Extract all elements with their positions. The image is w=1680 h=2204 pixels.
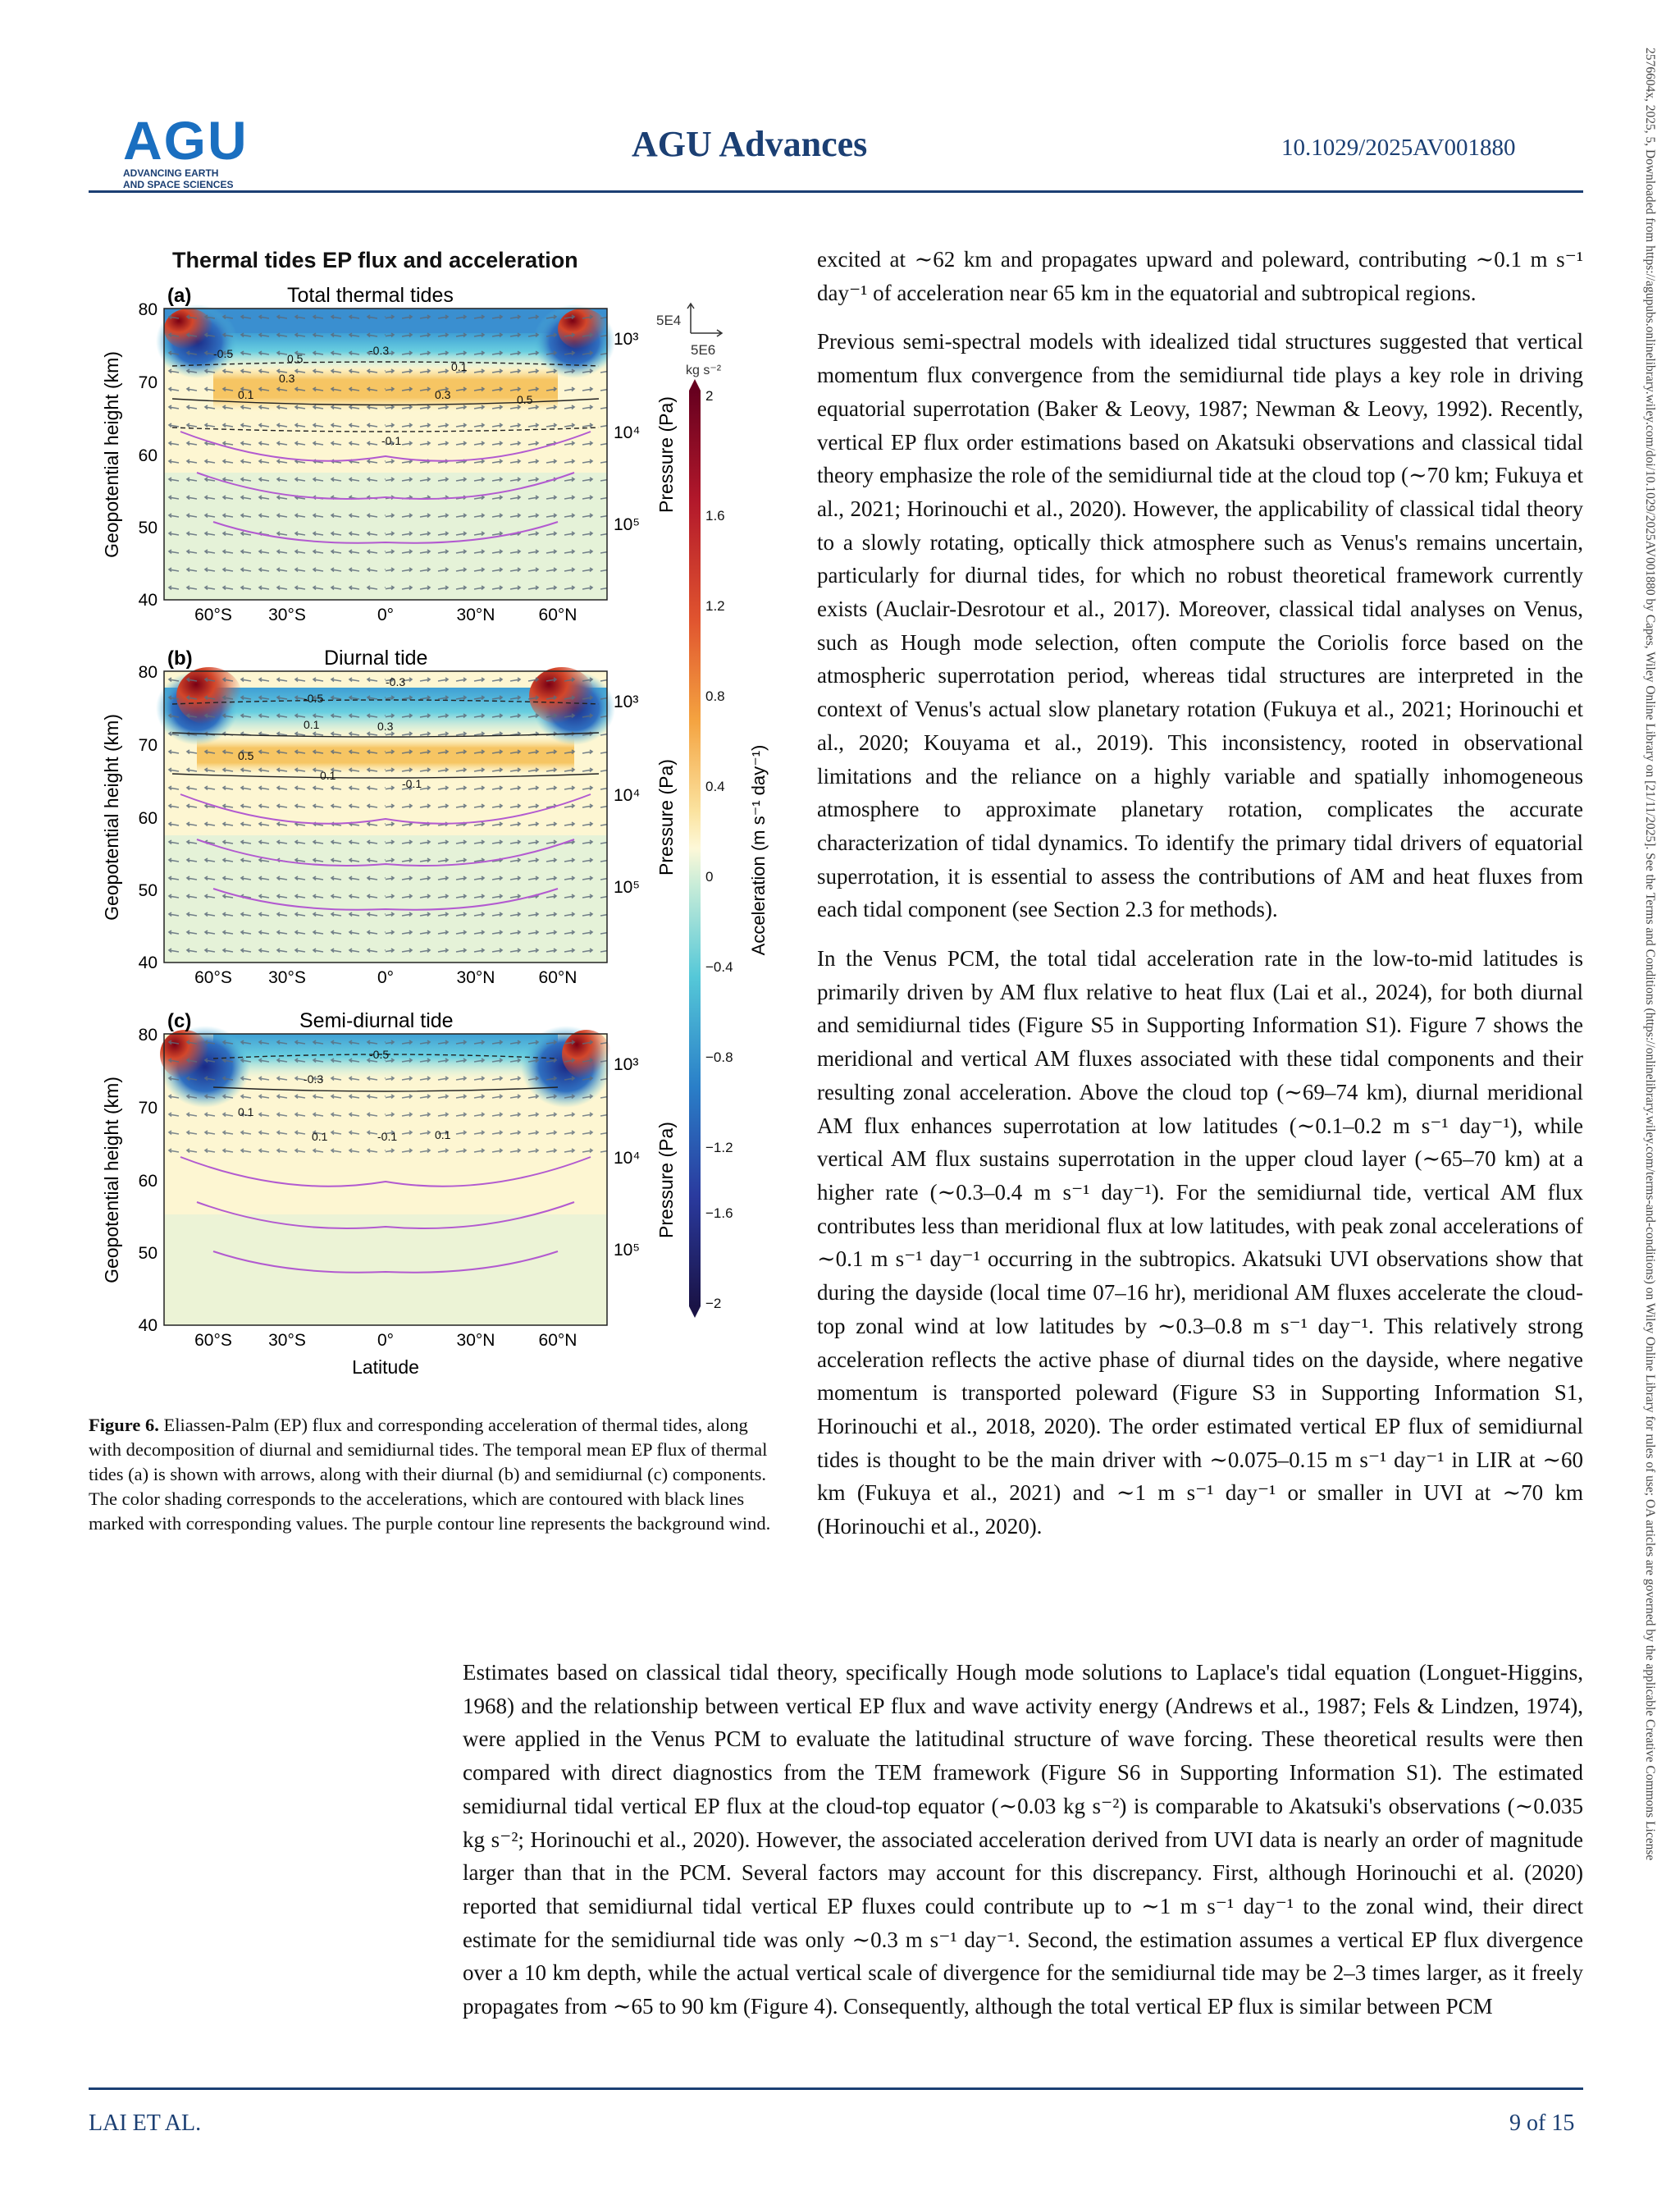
svg-text:40: 40 [138,1316,158,1335]
svg-text:30°N: 30°N [456,606,495,624]
svg-text:60°N: 60°N [538,968,578,987]
paragraph-2: Previous semi-spectral models with idealized tidal structures suggested that vertical momentum flux convergence from the semidiurnal tide plays a key role in driving equatorial superrotation (Baker & Leovy, 1987; Newman & Leovy, 1992). Recently, vertical EP flux order estimations based on Akatsuki observations and classical tidal theory emphasize the role of the semidiurnal tide at the cloud top (∼70 km; Fukuya et al., 2021; Horinouchi et al., 2020). However, the applicability of classical tidal theory to a slowly rotating, optically thick atmosphere such as Venus's remains uncertain, particularly for diurnal tides, for which no robust theoretical framework currently exists (Auclair-Desrotour et al., 2017). Moreover, classical tidal analyses on Venus, such as Hough mode selection, often compute the Coriolis force based on the atmospheric superrotation period, whereas tidal structures are interpreted in the context of Venus's actual slow planetary rotation (Fukuya et al., 2021; Horinouchi et al., 2020; Kouyama et al., 2019). This inconsistency, rooted in observational limitations and the reliance on a highly variable and spatially inhomogeneous atmosphere to approximate planetary rotation, complicates the accurate characterization of tidal dynamics. To identify the primary tidal drivers of equatorial superrotation, it is essential to assess the contributions of AM and heat fluxes from each tidal component (see Section 2.3 for methods). [817,329,1583,922]
svg-text:60: 60 [138,809,158,828]
svg-text:10³: 10³ [614,330,639,349]
svg-text:50: 50 [138,881,158,900]
contour-label: -0.5 [304,692,324,705]
svg-text:10⁴: 10⁴ [614,786,641,805]
colorbar [689,379,769,1318]
y-axis-a [139,300,158,610]
download-notice: 2576604x, 2025, 5, Downloaded from https://agupubs.onlinelibrary.wiley.com/doi/10.1029/2025AV001880 by Capes, Wiley Online Library on [21/11/2025]. See the Terms and Conditions (https://onlinelibrary.wiley.com/terms-and-conditions) on Wiley Online Library for rules of use; OA articles are governed by the applicable Creative Commons License [1643,48,1657,1861]
page-number: 9 of 15 [1509,2110,1575,2136]
svg-text:60°S: 60°S [194,968,232,987]
contour-label: 0.3 [377,720,394,733]
footer-rule [89,2087,1583,2090]
contour-label: -0.5 [213,347,234,360]
y-axis-c [139,1026,158,1335]
svg-text:70: 70 [138,373,158,392]
svg-text:80: 80 [138,300,158,319]
svg-text:30°N: 30°N [456,968,495,987]
contour-label: 0.1 [320,769,336,782]
contour-label: 0.5 [238,749,254,762]
contour-label: 0.1 [435,1128,451,1141]
svg-text:10⁴: 10⁴ [614,1149,641,1168]
contour-label: 0.1 [238,1105,254,1118]
svg-text:70: 70 [138,1099,158,1118]
logo-subtitle-2: AND SPACE SCIENCES [123,179,234,190]
panel-b-title: Diurnal tide [324,647,428,670]
contour-label: 0.1 [451,360,468,373]
contour-label: -0.3 [304,1072,324,1086]
pressure-axis-a [614,330,640,534]
contour-label: 0.1 [304,718,320,731]
logo-word: AGU [123,110,249,171]
svg-text:60°N: 60°N [538,606,578,624]
pressure-axis-c [614,1055,640,1260]
svg-text:60: 60 [138,446,158,465]
pressure-label-b: Pressure (Pa) [655,759,677,876]
svg-text:0°: 0° [377,1331,395,1350]
contour-label: 0.5 [287,352,304,365]
svg-text:−0.4: −0.4 [705,959,733,975]
y-label-c: Geopotential height (km) [101,1077,122,1283]
logo-subtitle-1: ADVANCING EARTH [123,167,219,179]
header-rule [89,190,1583,193]
x-axis-c [194,1331,577,1350]
svg-text:10⁴: 10⁴ [614,423,641,442]
paragraph-1: excited at ∼62 km and propagates upward and poleward, contributing ∼0.1 m s⁻¹ day⁻¹ of acceleration near 65 km in the equatorial and subtropical regions. [817,247,1583,305]
doi[interactable]: 10.1029/2025AV001880 [1281,135,1516,161]
panel-a-title: Total thermal tides [287,284,454,307]
svg-text:0°: 0° [377,968,395,987]
panel-b-label: (b) [167,647,193,670]
contour-label: -0.1 [377,1130,398,1143]
svg-text:−1.2: −1.2 [705,1140,733,1155]
pressure-axis-b [614,693,640,897]
right-column [817,243,1583,1559]
arrow-scale [656,304,722,377]
contour-label: -0.3 [369,344,390,357]
x-axis-b [194,968,577,987]
pressure-label-c: Pressure (Pa) [655,1122,677,1238]
paragraph-4: Estimates based on classical tidal theory, specifically Hough mode solutions to Laplace's tidal equation (Longuet-Higgins, 1968) and the relationship between vertical EP flux and wave activity energy (Andrews et al., 1987; Fels & Lindzen, 1974), were applied in the Venus PCM to evaluate the latitudinal structure of wave forcing. These theoretical results were then compared with direct diagnostics from the TEM framework (Figure S6 in Supporting Information S1). The estimated semidiurnal tidal vertical EP flux at the cloud-top equator (∼0.03 kg s⁻²) is comparable to Akatsuki's observations (∼0.035 kg s⁻²; Horinouchi et al., 2020). However, the associated acceleration derived from UVI data is nearly an order of magnitude larger than that in the PCM. Several factors may account for this discrepancy. First, although Horinouchi et al. (2020) reported that semidiurnal tidal vertical EP fluxes could contribute up to ∼1 m s⁻¹ day⁻¹ to the zonal wind, their direct estimate for the semidiurnal tide was only ∼0.3 m s⁻¹ day⁻¹. Second, the estimation assumes a vertical EP flux divergence over a 10 km depth, while the actual vertical scale of divergence for the semidiurnal tide may be 2–3 times larger, as it freely propagates from ∼65 to 90 km (Figure 4). Consequently, although the total vertical EP flux is similar between PCM [463,1660,1583,2019]
journal-title: AGU Advances [632,124,868,164]
svg-text:10⁵: 10⁵ [614,1241,641,1260]
contour-label: 0.5 [517,393,533,406]
paragraph-3: In the Venus PCM, the total tidal acceleration rate in the low-to-mid latitudes is primarily driven by AM flux relative to heat flux (Lai et al., 2024), for both diurnal and semidiurnal tides (Figure S5 in Supporting Information S1). Figure 7 shows the meridional and vertical AM fluxes associated with these tidal components and their resulting zonal acceleration. Above the cloud top (∼69–74 km), diurnal meridional AM flux enhances superrotation at low latitudes (∼0.1–0.2 m s⁻¹ day⁻¹), while vertical AM flux sustains superrotation in the upper cloud layer (∼65–70 km) at a higher rate (∼0.3–0.4 m s⁻¹ day⁻¹). For the semidiurnal tide, vertical AM flux contributes less than meridional flux at low latitudes, with peak zonal accelerations of ∼0.1 m s⁻¹ day⁻¹ occurring in the subtropics. Akatsuki UVI observations show that during the dayside (local time 07–16 hr), meridional AM fluxes accelerate the cloud-top zonal wind at low latitudes by ∼0.3–0.8 m s⁻¹ day⁻¹. This relatively strong acceleration reflects the active phase of diurnal tides on the dayside, where negative momentum is transported poleward (Figure S3 in Supporting Information S1, Horinouchi et al., 2018, 2020). The order estimated vertical EP flux of semidiurnal tides is thought to be the main driver with ∼0.075–0.15 m s⁻¹ day⁻¹ in LIR at ∼60 km (Fukuya et al., 2021) and ∼1 m s⁻¹ day⁻¹ or smaller in UVI at ∼70 km (Horinouchi et al., 2020). [817,946,1583,1539]
svg-text:60°N: 60°N [538,1331,578,1350]
svg-text:0°: 0° [377,606,395,624]
svg-text:40: 40 [138,591,158,610]
panel-c-label: (c) [167,1010,192,1032]
svg-text:0.4: 0.4 [705,779,725,794]
x-axis-a [194,606,577,624]
svg-text:60°S: 60°S [194,1331,232,1350]
svg-text:60°S: 60°S [194,606,232,624]
svg-text:30°S: 30°S [268,1331,306,1350]
svg-text:2: 2 [705,388,714,404]
svg-text:−2: −2 [705,1296,722,1311]
svg-text:70: 70 [138,736,158,755]
svg-text:10⁵: 10⁵ [614,515,641,534]
panel-c [160,1009,611,1325]
svg-text:30°S: 30°S [268,968,306,987]
svg-text:5E4: 5E4 [656,313,682,328]
figure-title: Thermal tides EP flux and acceleration [172,248,578,272]
svg-text:10⁵: 10⁵ [614,878,641,897]
panel-b [156,647,615,963]
svg-text:0.8: 0.8 [705,688,725,704]
svg-text:80: 80 [138,1026,158,1045]
contour-label: 0.1 [238,388,254,401]
contour-label: -0.1 [381,434,402,447]
contour-label: -0.5 [369,1048,390,1061]
svg-text:5E6: 5E6 [691,342,716,358]
caption-label: Figure 6. [89,1415,159,1435]
svg-text:80: 80 [138,663,158,682]
contour-label: -0.3 [386,675,406,688]
y-label-a: Geopotential height (km) [101,351,122,558]
agu-logo [123,110,249,190]
svg-text:60: 60 [138,1172,158,1191]
svg-text:0: 0 [705,869,714,885]
svg-text:50: 50 [138,519,158,537]
svg-text:30°N: 30°N [456,1331,495,1350]
svg-text:1.2: 1.2 [705,598,725,614]
colorbar-label: Acceleration (m s⁻¹ day⁻¹) [748,744,769,956]
y-label-b: Geopotential height (km) [101,714,122,921]
panel-c-title: Semi-diurnal tide [299,1009,454,1032]
svg-text:30°S: 30°S [268,606,306,624]
svg-text:kg s⁻²: kg s⁻² [686,364,722,377]
contour-label: 0.1 [312,1130,328,1143]
panel-a-label: (a) [167,285,192,307]
figure-caption [89,1413,778,1536]
svg-text:−1.6: −1.6 [705,1205,733,1221]
contour-label: 0.3 [435,388,451,401]
footer-authors: LAI ET AL. [89,2110,202,2136]
figure-6 [98,276,788,1400]
svg-text:50: 50 [138,1244,158,1263]
svg-text:10³: 10³ [614,1055,639,1074]
svg-text:10³: 10³ [614,693,639,711]
contour-label: 0.3 [279,372,295,385]
caption-text: Eliassen-Palm (EP) flux and corresponding acceleration of thermal tides, along with decomposition of diurnal and semidiurnal tides. The temporal mean EP flux of thermal tides (a) is shown with arrows, along with their diurnal (b) and semidiurnal (c) components. The color shading corresponds to the accelerations, which are contoured with black lines marked with corresponding values. The purple contour line represents the background wind. [89,1415,771,1534]
y-axis-b [139,663,158,972]
svg-text:40: 40 [138,953,158,972]
svg-text:1.6: 1.6 [705,508,725,524]
contour-label: -0.1 [402,777,422,790]
x-axis-label: Latitude [352,1356,419,1378]
panel-a [156,284,615,600]
svg-text:−0.8: −0.8 [705,1049,733,1065]
pressure-label-a: Pressure (Pa) [655,396,677,513]
